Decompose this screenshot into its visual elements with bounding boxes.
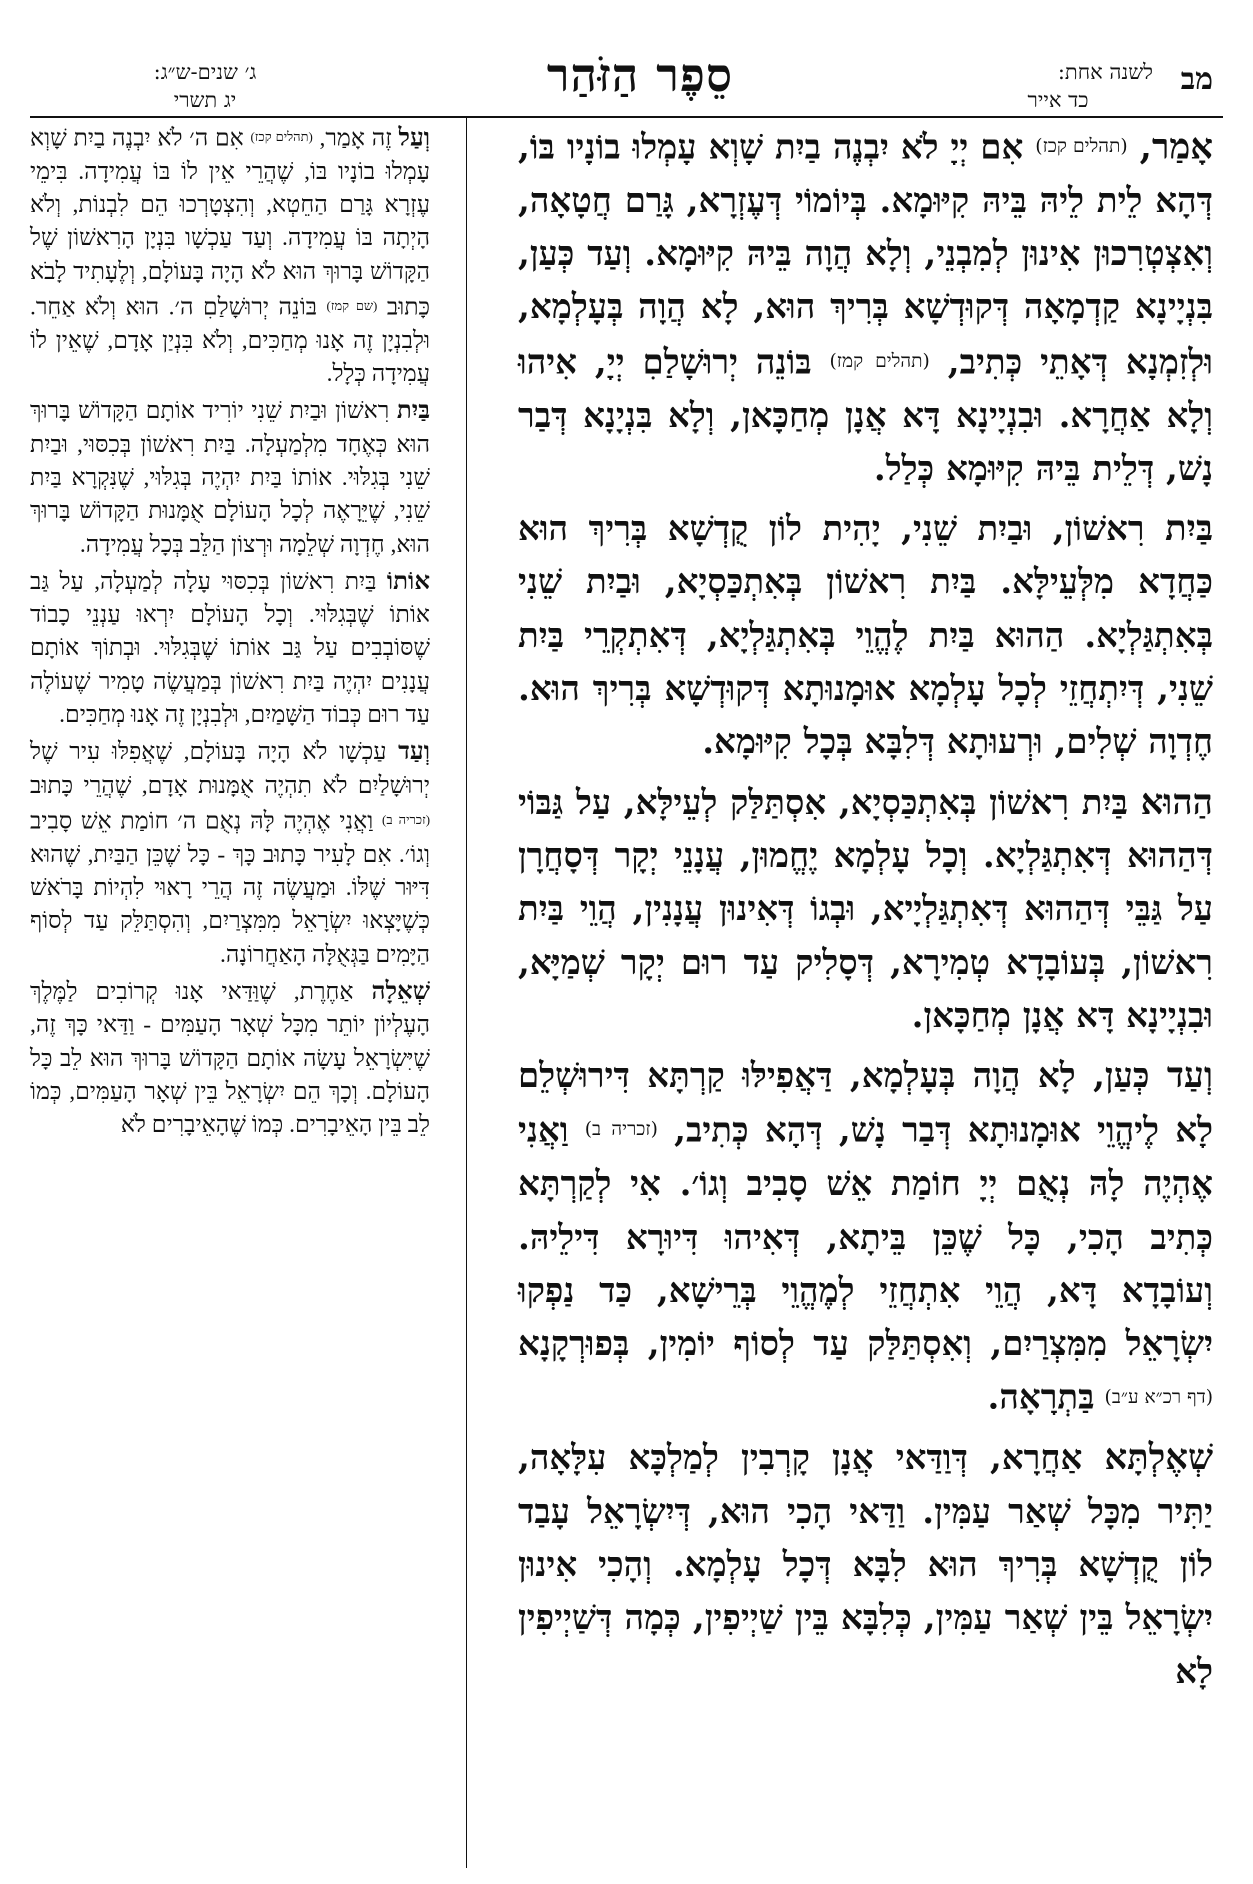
main-paragraph-5 bbox=[518, 1431, 1213, 1698]
verse-reference: (שם קמז) bbox=[326, 298, 378, 313]
verse-reference: (תהלים קמז) bbox=[829, 350, 930, 372]
paragraph-opener: שְׁאֵלָה bbox=[371, 977, 431, 1005]
schedule-date: כד אייר bbox=[1027, 88, 1089, 112]
paragraph-opener: וְעַד bbox=[1166, 1055, 1213, 1097]
paragraph-opener: בַּיִת bbox=[396, 397, 430, 425]
main-text-column bbox=[518, 120, 1213, 1705]
paragraph-text: וַאֲנִי אֶהְיֶה לָהּ נְאֻם יְיָ חוֹמַת אֵשׁ סָבִיב וְגוֹ׳. אִי לְקַרְתָּא כְּתִיב הָכִי, כָּל שֶׁכֵּן בֵּיתָא, דְּאִיהוּ דִּיוּרָא דִּילֵיהּ. וְעוֹבָדָא דָּא, הֲוֵי אִתְחֲזֵי לְמֶהֱוֵי בְּרֵישָׁא, כַּד נַפְקוּ יִשְׂרָאֵל מִמִּצְרַיִם, וְאִסְתַּלַּק עַד לְסוֹף יוֹמִין, בְּפוּרְקָנָא bbox=[518, 1110, 1213, 1365]
paragraph-text: עַכְשָׁו לֹא הָיָה בָּעוֹלָם, שֶׁאֲפִלּוּ עִיר שֶׁל יְרוּשָׁלַיִם לֹא תִהְיֶה אֻמָּנוּת אָדָם, שֶׁהֲרֵי כָּתוּב bbox=[30, 739, 430, 799]
daily-schedule-one-year bbox=[963, 58, 1153, 114]
paragraph-text: רִאשׁוֹן, וּבַיִת שֵׁנִי, יָהִית לוֹן קֻדְשָׁא בְּרִיךְ הוּא כַּחֲדָא מִלְּעֵילָּא. בַּיִת רִאשׁוֹן בְּאִתְכַּסְיָא, וּבַיִת שֵׁנִי בְּאִתְגַּלְיָא. הַהוּא בַּיִת לֶהֱוֵי בְּאִתְגַּלְיָא, דְּאִתְקְרֵי בַּיִת שֵׁנִי, דְּיִתְחֲזֵי לְכָל עָלְמָא אוּמָנוּתָא דְּקוּדְשָׁא בְּרִיךְ הוּא. חֶדְוָה שְׁלִים, וּרְעוּתָא דְּלִבָּא בְּכָל קִיּוּמָא. bbox=[518, 509, 1213, 763]
main-paragraph-1 bbox=[518, 120, 1213, 496]
paragraph-text: אַחֶרֶת, שֶׁוַּדַּאי אָנוּ קְרוֹבִים לַמֶּלֶךְ הָעֶלְיוֹן יוֹתֵר מִכָּל שְׁאָר הָעַמִּים - וַדַּאי כָּךְ זֶה, שֶׁיִּשְׂרָאֵל עָשָׂה אוֹתָם הַקָּדוֹשׁ בָּרוּךְ הוּא לֵב כָּל הָעוֹלָם. וְכָךְ הֵם יִשְׂרָאֵל בֵּין שְׁאָר הָעַמִּים, כְּמוֹ לֵב בֵּין הָאֵיבָרִים. כְּמוֹ שֶׁהָאֵיבָרִים לֹא bbox=[30, 978, 430, 1139]
paragraph-text: בּוֹנֵה יְרוּשָׁלַםִ ה׳. הוּא וְלֹא אַחֵר. וּלְבִנְיָן זֶה אָנוּ מְחַכִּים, וְלֹא בִּנְיַן אָדָם, שֶׁאֵין לוֹ עֲמִידָה כְּלָל. bbox=[30, 294, 430, 388]
column-divider bbox=[466, 118, 467, 1868]
paragraph-text: בַּתְרָאָה. bbox=[987, 1378, 1095, 1419]
book-title: סֵפֶר הַזֹּהַר bbox=[546, 48, 734, 102]
paragraph-text: וַאֲנִי אֶהְיֶה לָּהּ נְאֻם ה׳ חוֹמַת אֵשׁ סָבִיב וְגוֹ׳. אִם לָעִיר כָּתוּב כָּךְ - כָּל שֶׁכֵּן הַבַּיִת, שֶׁהוּא דִּיּוּר שֶׁלּוֹ. וּמַעֲשֶׂה זֶה הֲרֵי רָאוּי לִהְיוֹת בָּרֹאשׁ כְּשֶׁיָּצְאוּ יִשְׂרָאֵל מִמִּצְרַיִם, וְהִסְתַּלֵּק עַד לְסוֹף הַיָּמִים בַּגְּאֻלָּה הָאַחֲרוֹנָה. bbox=[30, 808, 430, 968]
translation-column bbox=[30, 120, 430, 1145]
translation-paragraph-5 bbox=[30, 975, 430, 1142]
paragraph-opener: וְעַד bbox=[398, 738, 431, 766]
paragraph-text: כְּעַן, לָא הֲוָה בְּעָלְמָא, דַּאֲפִילּוּ קַרְתָּא דִּירוּשְׁלֵם לָא לֶיהֱוֵי אוּמָנוּתָא דְּבַר נָשׁ, דְּהָא כְּתִיב, bbox=[518, 1056, 1213, 1151]
verse-reference: (תהלים קכז) bbox=[250, 129, 313, 144]
paragraph-text: בַּיִת רִאשׁוֹן בְּאִתְכַּסְיָא, אִסְתַּלַּק לְעֵילָּא, עַל גַּבּוֹי דְּהַהוּא דְּאִתְגַּלְיָא. וְכָל עָלְמָא יֶחֱמוּן, עֲנָנֵי יְקָר דְּסָחֲרָן עַל גַּבֵּי דְּהַהוּא דְּאִתְגַּלְיָיא, וּבְגוֹ דְּאִינוּן עֲנָנִין, הֲוֵי בַּיִת רִאשׁוֹן, בְּעוֹבָדָא טְמִירָא, דְּסָלִיק עַד רוּם יְקָר שְׁמַיָּא, וּבִנְיָינָא דָּא אֲנָן מְחַכָּאן. bbox=[518, 782, 1213, 1036]
paragraph-opener: שְׁאֶלְתָּא bbox=[1104, 1437, 1214, 1479]
folio-reference: (דף רכ״א ע״ב) bbox=[1104, 1387, 1213, 1409]
schedule-date: יג תשרי bbox=[173, 88, 237, 112]
paragraph-opener: אָמַר, bbox=[1139, 126, 1213, 168]
translation-paragraph-3 bbox=[30, 565, 430, 732]
main-paragraph-2 bbox=[518, 502, 1213, 769]
paragraph-text: בַּיִת רִאשׁוֹן בְּכִסּוּי עָלָה לְמַעְלָה, עַל גַּב אוֹתוֹ שֶׁבְּגִלּוּי. וְכָל הָעוֹלָם יִרְאוּ עַנְנֵי כָבוֹד שֶׁסּוֹבְבִים עַל גַּב אוֹתוֹ שֶׁבְּגִלּוּי. וּבְתוֹךְ אוֹתָם עֲנָנִים יִהְיֶה בַּיִת רִאשׁוֹן בְּמַעֲשֶׂה טָמִיר שֶׁעוֹלֶה עַד רוּם כְּבוֹד הַשָּׁמַיִם, וּלְבִנְיָן זֶה אָנוּ מְחַכִּים. bbox=[30, 568, 430, 729]
page-number: מב bbox=[1180, 62, 1213, 97]
translation-paragraph-4 bbox=[30, 735, 430, 972]
paragraph-text: רִאשׁוֹן וּבַיִת שֵׁנִי יוֹרִיד אוֹתָם הַקָּדוֹשׁ בָּרוּךְ הוּא כְּאֶחָד מִלְמַעְלָה. בַּיִת רִאשׁוֹן בְּכִסּוּי, וּבַיִת שֵׁנִי בְּגִלּוּי. אוֹתוֹ בַּיִת יִהְיֶה בְּגִלּוּי, שֶׁנִּקְרָא בַּיִת שֵׁנִי, שֶׁיֵּרָאֶה לְכָל הָעוֹלָם אֻמָּנוּת הַקָּדוֹשׁ בָּרוּךְ הוּא, חֶדְוָה שְׁלֵמָה וּרְצוֹן הַלֵּב בְּכָל עֲמִידָה. bbox=[30, 398, 430, 558]
schedule-label: לשנה אחת: bbox=[1057, 60, 1153, 84]
daily-schedule-three-years bbox=[135, 58, 275, 114]
paragraph-text: אִם ה׳ לֹא יִבְנֶה בַיִת שָׁוְא עָמְלוּ בוֹנָיו בּוֹ, שֶׁהֲרֵי אֵין לוֹ בּוֹ עֲמִידָה. בִּימֵי עֶזְרָא גָּרַם הַחֵטְא, וְהִצְטָרְכוּ הֵם לִבְנוֹת, וְלֹא הָיְתָה בּוֹ עֲמִידָה. וְעַד עַכְשָׁו בִּנְיָן הָרִאשׁוֹן שֶׁל הַקָּדוֹשׁ בָּרוּךְ הוּא לֹא הָיָה בָּעוֹלָם, וְלֶעָתִיד לָבֹא כָּתוּב bbox=[30, 125, 431, 321]
main-paragraph-4 bbox=[518, 1049, 1213, 1425]
schedule-label: ג׳ שנים-ש״ג: bbox=[153, 60, 257, 84]
header-rule bbox=[30, 116, 1223, 118]
paragraph-text: אִם יְיָ לֹא יִבְנֶה בַיִת שָׁוְא עָמְלוּ בוֹנָיו בּוֹ, דְּהָא לֵית לֵיהּ בֵּיהּ קִיּוּמָא. בְּיוֹמוֹי דְּעֶזְרָא, גָּרַם חֲטָאָה, וְאִצְטְרִכוּן אִינוּן לְמִבְנֵי, וְלָא הֲוָה בֵּיהּ קִיּוּמָא. וְעַד כְּעַן, בִּנְיָינָא קַדְמָאָה דְּקוּדְשָׁא בְּרִיךְ הוּא, לָא הֲוָה בְּעָלְמָא, וּלְזִמְנָא דְּאָתֵי כְּתִיב, bbox=[518, 127, 1213, 383]
main-paragraph-3 bbox=[518, 776, 1213, 1043]
verse-reference: (זכריה ב) bbox=[382, 811, 430, 827]
paragraph-opener: בַּיִת bbox=[1165, 508, 1213, 550]
translation-paragraph-2 bbox=[30, 394, 430, 561]
verse-reference: (תהלים קכז) bbox=[1035, 136, 1128, 157]
paragraph-opener: הַהוּא bbox=[1140, 781, 1214, 823]
paragraph-text: בּוֹנֵה יְרוּשָׁלַםִ יְיָ, אִיהוּ וְלָא אַחֲרָא. וּבִנְיָינָא דָּא אֲנָן מְחַכָּאן, וְלָא בִּנְיָנָא דְּבַר נָשׁ, דְּלֵית בֵּיהּ קִיּוּמָא כְּלַל. bbox=[518, 342, 1213, 489]
paragraph-opener: וְעַל bbox=[398, 124, 431, 152]
paragraph-text: זֶה אָמַר, bbox=[319, 125, 392, 152]
translation-paragraph-1 bbox=[30, 120, 430, 391]
paragraph-text: אַחֲרָא, דְּוַדַּאי אֲנָן קָרְבִין לְמַלְכָּא עִלָּאָה, יַתִּיר מִכָּל שְׁאַר עַמִּין. וַדַּאי הָכִי הוּא, דְּיִשְׂרָאֵל עָבַד לוֹן קֻדְשָׁא בְּרִיךְ הוּא לִבָּא דְּכָל עָלְמָא. וְהָכִי אִינוּן יִשְׂרָאֵל בֵּין שְׁאַר עַמִּין, כְּלִבָּא בֵּין שַׁיְיפִין, כְּמָה דְּשַׁיְיפִין לָא bbox=[518, 1438, 1213, 1692]
verse-reference: (זכריה ב) bbox=[584, 1119, 658, 1141]
paragraph-opener: אוֹתוֹ bbox=[386, 567, 431, 595]
